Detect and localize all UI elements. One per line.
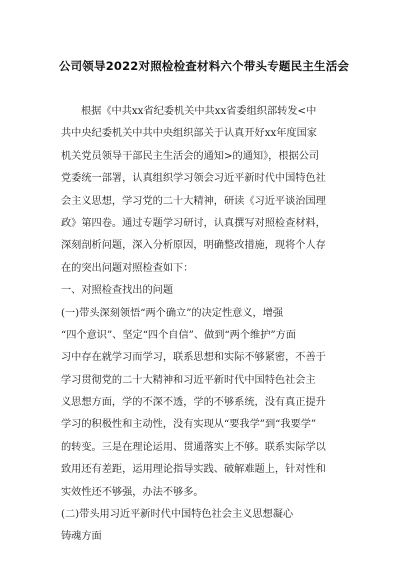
paragraph-line: 共中央纪委机关中共中央组织部关于认真开好xx年度国家 [61, 128, 317, 140]
section-heading: 一、对照检查找出的问题 [61, 285, 174, 297]
paragraph-line: 在的突出问题对照检查如下： [61, 262, 194, 274]
paragraph-line: 习中存在就学习而学习，联系思想和实际不够紧密，不善于 [61, 352, 326, 364]
paragraph-line: 会主义思想，学习党的二十大精神，研读《习近平谈治国理 [61, 195, 326, 207]
paragraph-line: 学习的积极性和主动性，没有实现从“要我学”到“我要学” [61, 419, 317, 431]
paragraph-line: 义思想方面，学的不深不透，学的不够系统，没有真正提升 [61, 397, 326, 409]
paragraph-line: 政》第四卷。通过专题学习研讨，认真撰写对照检查材料， [61, 217, 326, 229]
document-body [61, 101, 361, 549]
paragraph-line: 机关党员领导干部民主生活会的通知>的通知》，根据公司 [61, 150, 320, 162]
document-title: 公司领导2022对照检检查材料六个带头专题民主生活会 [58, 59, 350, 73]
paragraph-line: “四个意识”、坚定“四个自信”、做到“两个维护”方面 [61, 329, 296, 341]
subsection-heading: (一)带头深刻领悟“两个确立”的决定性意义，增强 [61, 307, 284, 319]
paragraph-line: 根据《中共xx省纪委机关中共xx省委组织部转发<中 [81, 106, 317, 117]
paragraph-line: 实效性还不够强，办法不够多。 [61, 486, 204, 498]
paragraph-line: 铸魂方面 [61, 531, 102, 543]
paragraph-line: 深刻剖析问题，深入分析原因，明确整改措施，现将个人存 [61, 240, 326, 252]
paragraph-line: 学习贯彻党的二十大精神和习近平新时代中国特色社会主 [61, 374, 316, 386]
subsection-heading: (二)带头用习近平新时代中国特色社会主义思想凝心 [61, 509, 294, 521]
paragraph-line: 党委统一部署，认真组织学习领会习近平新时代中国特色社 [61, 173, 326, 185]
paragraph-line: 的转变。三是在理论运用、贯通落实上不够。联系实际学以 [61, 441, 326, 453]
paragraph-line: 致用还有差距，运用理论指导实践、破解难题上，针对性和 [61, 464, 326, 476]
